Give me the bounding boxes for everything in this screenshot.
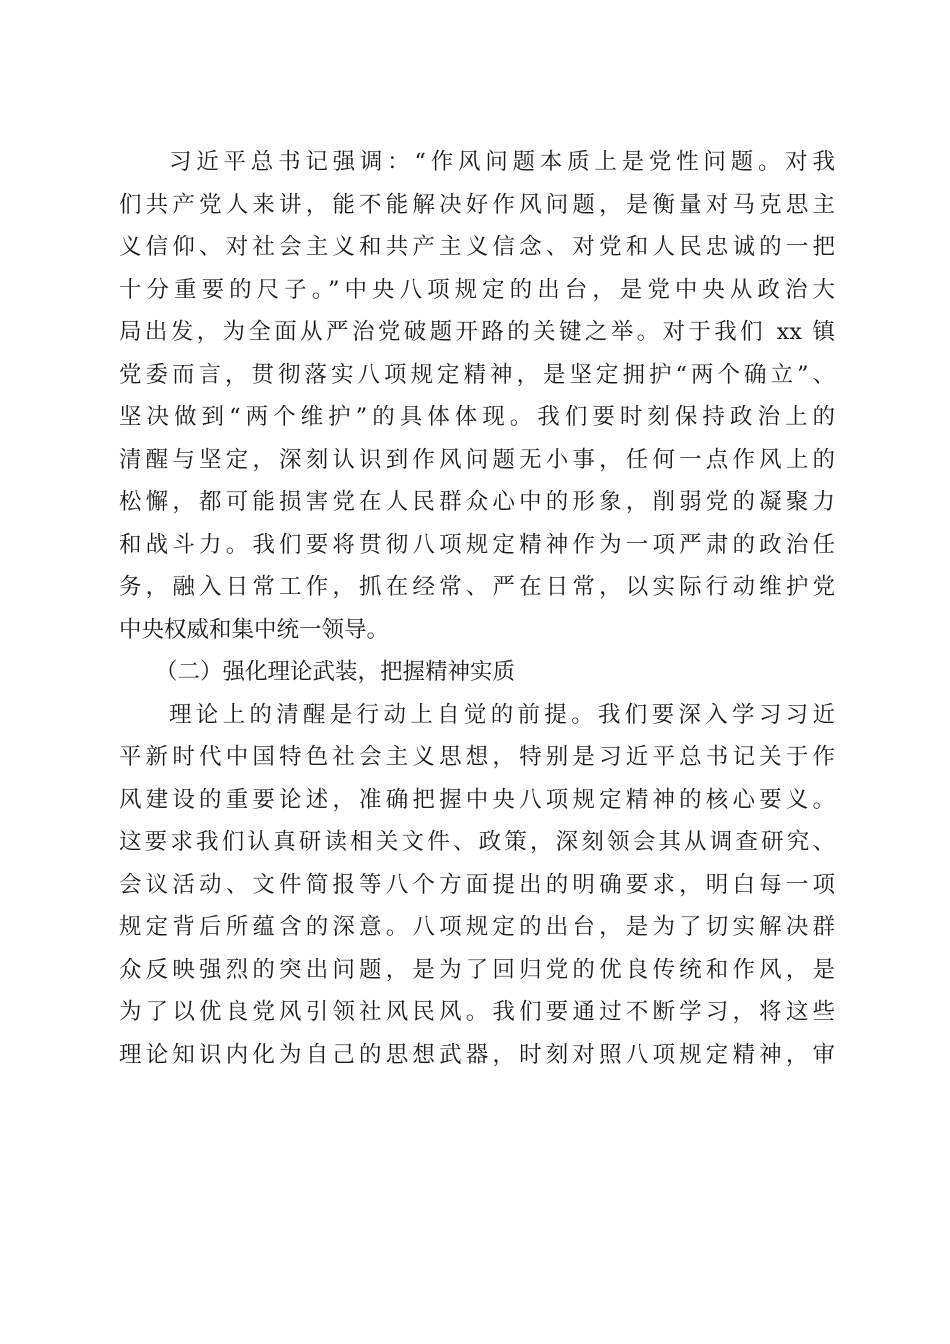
text-line: 十分重要的尺子。”中央八项规定的出台，是党中央从政治大	[119, 276, 835, 303]
text-line: 众反映强烈的突出问题，是为了回归党的优良传统和作风，是	[119, 956, 835, 983]
text-line: 会议活动、文件简报等八个方面提出的明确要求，明白每一项	[119, 871, 835, 898]
paragraph-2	[119, 694, 835, 1077]
text-line: 这要求我们认真研读相关文件、政策，深刻领会其从调查研究、	[119, 829, 835, 855]
text-line: 平新时代中国特色社会主义思想，特别是习近平总书记关于作	[119, 744, 835, 770]
text-line: 坚决做到“两个维护”的具体体现。我们要时刻保持政治上的	[119, 404, 835, 430]
text-line: 为了以优良党风引领社风民风。我们要通过不断学习，将这些	[119, 999, 835, 1025]
paragraph-1	[119, 141, 835, 651]
text-line: 习近平总书记强调：“作风问题本质上是党性问题。对我	[169, 149, 835, 175]
text-line: 们共产党人来讲，能不能解决好作风问题，是衡量对马克思主	[119, 191, 835, 218]
text-line: 务，融入日常工作，抓在经常、严在日常，以实际行动维护党	[119, 574, 835, 600]
text-line: 规定背后所蕴含的深意。八项规定的出台，是为了切实解决群	[119, 914, 835, 940]
text-line: 和战斗力。我们要将贯彻八项规定精神作为一项严肃的政治任	[119, 531, 835, 558]
text-line: 理论上的清醒是行动上自觉的前提。我们要深入学习习近	[169, 701, 835, 728]
text-line: 中央权威和集中统一领导。	[119, 616, 390, 643]
text-line: 义信仰、对社会主义和共产主义信念、对党和人民忠诚的一把	[119, 234, 835, 260]
text-line: 松懈，都可能损害党在人民群众心中的形象，削弱党的凝聚力	[119, 489, 835, 515]
text-line: 局出发，为全面从严治党破题开路的关键之举。对于我们 xx 镇	[119, 319, 835, 345]
text-line: 清醒与坚定，深刻认识到作风问题无小事，任何一点作风上的	[119, 446, 835, 473]
document-body	[119, 141, 835, 1076]
section-heading: （二）强化理论武装，把握精神实质	[155, 659, 516, 685]
text-line: 理论知识内化为自己的思想武器，时刻对照八项规定精神，审	[119, 1041, 835, 1068]
text-line: 风建设的重要论述，准确把握中央八项规定精神的核心要义。	[119, 786, 835, 813]
text-line: 党委而言，贯彻落实八项规定精神，是坚定拥护“两个确立”、	[119, 361, 835, 388]
